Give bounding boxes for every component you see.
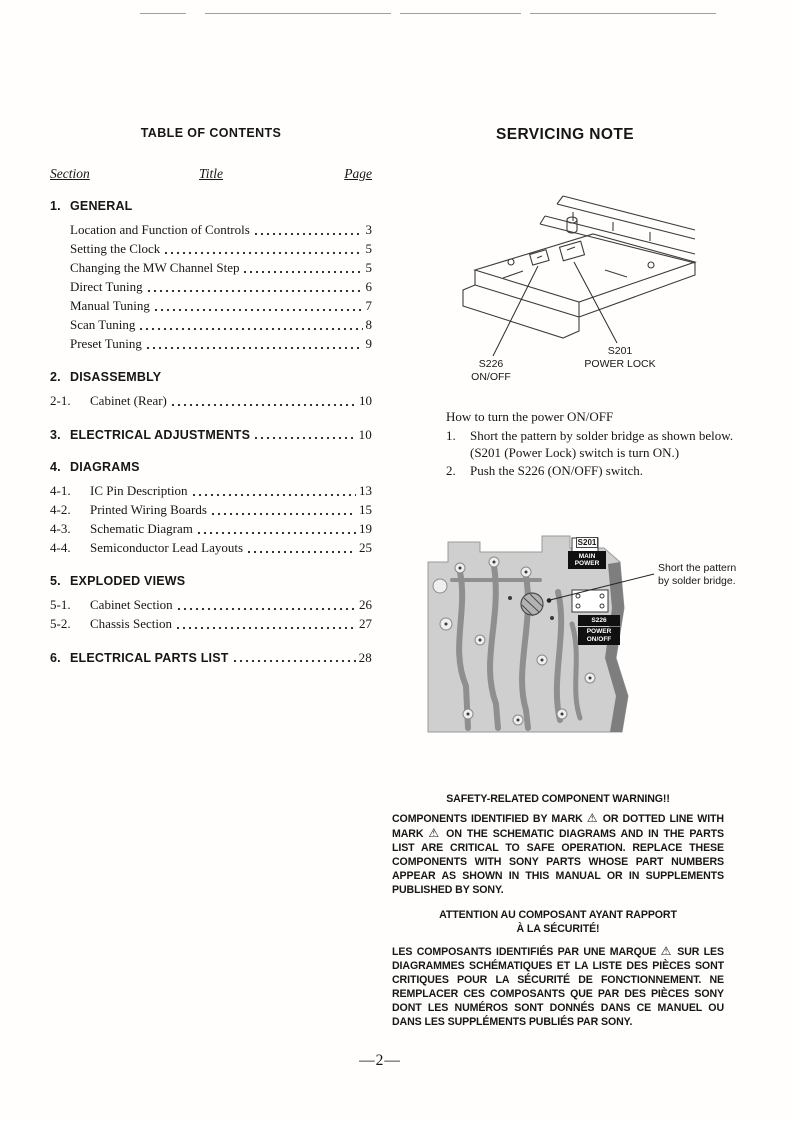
toc-item-title: Chassis Section — [90, 616, 172, 631]
toc-item-title: Cabinet (Rear) — [90, 393, 167, 408]
step-number: 1. — [446, 427, 456, 443]
label-s201-powerlock — [578, 345, 662, 370]
fr-title-line1: ATTENTION AU COMPOSANT AYANT RAPPORT — [439, 909, 677, 921]
toc-item-title: Changing the MW Channel Step — [70, 260, 240, 275]
leader-lines — [493, 262, 617, 356]
warning-text: COMPONENTS IDENTIFIED BY MARK — [392, 813, 587, 825]
s226-name: S226 — [478, 358, 504, 370]
toc-item — [50, 481, 372, 500]
dot-leader — [147, 289, 363, 293]
s226-sub: ON/OFF — [471, 370, 511, 383]
label-s201-mainpower — [568, 532, 606, 569]
dot-leader — [171, 403, 356, 407]
toc-item — [50, 614, 372, 633]
dot-leader — [243, 270, 362, 274]
toc-item-number: 4-2. — [50, 502, 71, 517]
toc-section-heading-electrical-parts-list — [50, 650, 372, 666]
toc-section-page: 28 — [358, 650, 372, 665]
warning-text: SUR LES DIAGRAMMES SCHÉMATIQUES ET LA LISTE DES PIÈCES SONT CRITIQUES POUR LA SÉCURITÉ DE FONCTIONNEMENT. NE REMPLACER CES COMPOSANTS QUE PAR DES PIÈCES SONY DONT LES NUMÉROS SONT DONNÉS DANS CE MANUEL OU DANS LES SUPPLÉMENTS PUBLIÉS PAR SONY. — [392, 946, 724, 1028]
toc-item-page: 7 — [365, 298, 372, 313]
dot-leader — [254, 436, 355, 440]
toc-item-title: Location and Function of Controls — [70, 222, 250, 237]
dot-leader — [192, 493, 357, 497]
toc-item-page: 25 — [359, 540, 372, 555]
warning-triangle-icon: ⚠ — [428, 826, 442, 840]
dot-leader — [233, 659, 356, 663]
toc-section-number: 6. — [50, 651, 61, 665]
toc-section-heading-exploded-views — [50, 574, 372, 588]
toc-item-page: 3 — [365, 222, 372, 237]
toc-section-heading-diagrams — [50, 460, 372, 474]
toc-item-number: 4-1. — [50, 483, 71, 498]
power-on-instructions — [446, 408, 746, 479]
toc-col-title: Title — [198, 166, 224, 181]
toc-item-title: Cabinet Section — [90, 597, 173, 612]
toc-item-page: 19 — [359, 521, 372, 536]
toc-item-page: 26 — [359, 597, 372, 612]
toc-item-number: 4-3. — [50, 521, 71, 536]
toc-item-page: 15 — [359, 502, 372, 517]
toc-item-page: 5 — [365, 241, 372, 256]
dot-leader — [254, 232, 363, 236]
warning-triangle-icon: ⚠ — [586, 811, 599, 825]
warning-text: ON THE SCHEMATIC DIAGRAMS AND IN THE PARTS LIST ARE CRITICAL TO SAFE OPERATION. REPLACE THESE COMPONENTS WITH SONY PARTS WHOSE PART NUMBERS APPEAR AS SHOWN IN THIS MANUAL OR IN SUPPLEMENTS PUBLISHED BY SONY. — [392, 828, 724, 896]
toc-item — [50, 500, 372, 519]
dot-leader — [139, 327, 362, 331]
dot-leader — [146, 346, 363, 350]
toc-item-page: 27 — [359, 616, 372, 631]
step-text: Push the S226 (ON/OFF) switch. — [470, 462, 643, 478]
s226-power-onoff-box: POWER ON/OFF — [578, 627, 620, 645]
toc-section-number: 1. — [50, 199, 61, 213]
dot-leader — [154, 308, 363, 312]
toc-section-number: 2. — [50, 370, 61, 384]
warning-triangle-icon: ⚠ — [660, 944, 673, 958]
toc-section-heading-disassembly — [50, 370, 372, 384]
toc-item-title: Direct Tuning — [70, 279, 143, 294]
s201-main-power-box: MAIN POWER — [568, 551, 606, 569]
s201-sub: POWER LOCK — [584, 357, 656, 370]
toc-section-page: 10 — [358, 427, 372, 442]
toc-item-number: 2-1. — [50, 393, 71, 408]
toc-section-title: DIAGRAMS — [70, 460, 140, 474]
toc-item-title: Manual Tuning — [70, 298, 150, 313]
safety-warning-body-en — [392, 811, 724, 897]
dot-leader — [164, 251, 362, 255]
toc-item — [70, 239, 372, 258]
s201-name: S201 — [607, 345, 633, 357]
dot-leader — [247, 550, 356, 554]
scan-artifact-line — [530, 13, 716, 14]
toc-item-page: 9 — [365, 336, 372, 351]
warning-text: OR DOTTED LINE WITH MARK — [392, 813, 724, 840]
toc-item-number: 4-4. — [50, 540, 71, 555]
toc-item — [70, 334, 372, 353]
toc-item — [70, 315, 372, 334]
toc-section-title: ELECTRICAL ADJUSTMENTS — [70, 428, 251, 442]
toc-item-title: Printed Wiring Boards — [90, 502, 207, 517]
toc-item-title: Schematic Diagram — [90, 521, 193, 536]
toc-item-page: 8 — [365, 317, 372, 332]
toc-item — [50, 519, 372, 538]
howto-intro: How to turn the power ON/OFF — [446, 409, 614, 424]
toc-item — [50, 391, 372, 410]
safety-warning-title-fr — [392, 908, 724, 936]
toc-item-page: 6 — [365, 279, 372, 294]
toc-item-number: 5-1. — [50, 597, 71, 612]
warning-text: LES COMPOSANTS IDENTIFIÉS PAR UNE MARQUE — [392, 946, 661, 958]
toc-col-page: Page — [344, 166, 372, 181]
chassis-switch-location-diagram — [445, 192, 697, 392]
toc-item-number: 5-2. — [50, 616, 71, 631]
toc-item-page: 13 — [359, 483, 372, 498]
toc-item-title: Semiconductor Lead Layouts — [90, 540, 244, 555]
solder-bridge-point — [521, 593, 543, 616]
solder-bridge-annotation: Short the pattern by solder bridge. — [658, 562, 737, 587]
safety-warning-title-en: SAFETY-RELATED COMPONENT WARNING!! — [446, 793, 670, 805]
toc-item-title: Preset Tuning — [70, 336, 142, 351]
toc-item — [70, 220, 372, 239]
toc-item — [70, 296, 372, 315]
chassis-outline — [463, 196, 695, 338]
toc-section-title: EXPLODED VIEWS — [70, 574, 186, 588]
scan-artifact-line — [140, 13, 186, 14]
toc-title: TABLE OF CONTENTS — [140, 126, 282, 140]
scan-artifact-line — [205, 13, 391, 14]
dot-leader — [176, 626, 356, 630]
s201-name: S201 — [577, 538, 597, 547]
toc-section-heading-general — [50, 199, 372, 213]
scan-artifact-line — [400, 13, 521, 14]
safety-warning-body-fr — [392, 944, 724, 1029]
label-s226-power-onoff — [578, 614, 620, 645]
toc-section-title: ELECTRICAL PARTS LIST — [70, 651, 229, 665]
step-number: 2. — [446, 462, 456, 478]
toc-item — [50, 595, 372, 614]
dot-leader — [197, 531, 356, 535]
label-s226-onoff — [463, 358, 519, 383]
toc-item — [50, 538, 372, 557]
toc-item-title: Setting the Clock — [70, 241, 161, 256]
toc-col-section: Section — [50, 166, 90, 181]
toc-section-number: 4. — [50, 460, 61, 474]
toc-column-headers — [50, 166, 372, 182]
pcb-pattern-diagram — [422, 528, 742, 733]
toc-section-heading-electrical-adjustments — [50, 427, 372, 443]
s226-name-box: S226 — [578, 615, 620, 626]
toc-section-title: DISASSEMBLY — [70, 370, 162, 384]
toc-item-page: 10 — [359, 393, 372, 408]
dot-leader — [211, 512, 356, 516]
toc-section-number: 5. — [50, 574, 61, 588]
toc-item — [70, 258, 372, 277]
step-text: Short the pattern by solder bridge as shown below. (S201 (Power Lock) switch is turn ON.) — [470, 427, 734, 460]
toc-section-title: GENERAL — [70, 199, 133, 213]
toc-item-title: IC Pin Description — [90, 483, 188, 498]
toc-item-title: Scan Tuning — [70, 317, 136, 332]
toc-item-page: 5 — [365, 260, 372, 275]
toc-item — [70, 277, 372, 296]
howto-step — [446, 427, 746, 462]
page-number: —2— — [359, 1052, 401, 1069]
howto-step — [446, 462, 746, 480]
servicing-note-title: SERVICING NOTE — [496, 126, 634, 143]
fr-title-line2: À LA SÉCURITÉ! — [516, 923, 600, 935]
table-of-contents — [50, 126, 372, 673]
toc-section-number: 3. — [50, 428, 61, 442]
dot-leader — [177, 607, 356, 611]
